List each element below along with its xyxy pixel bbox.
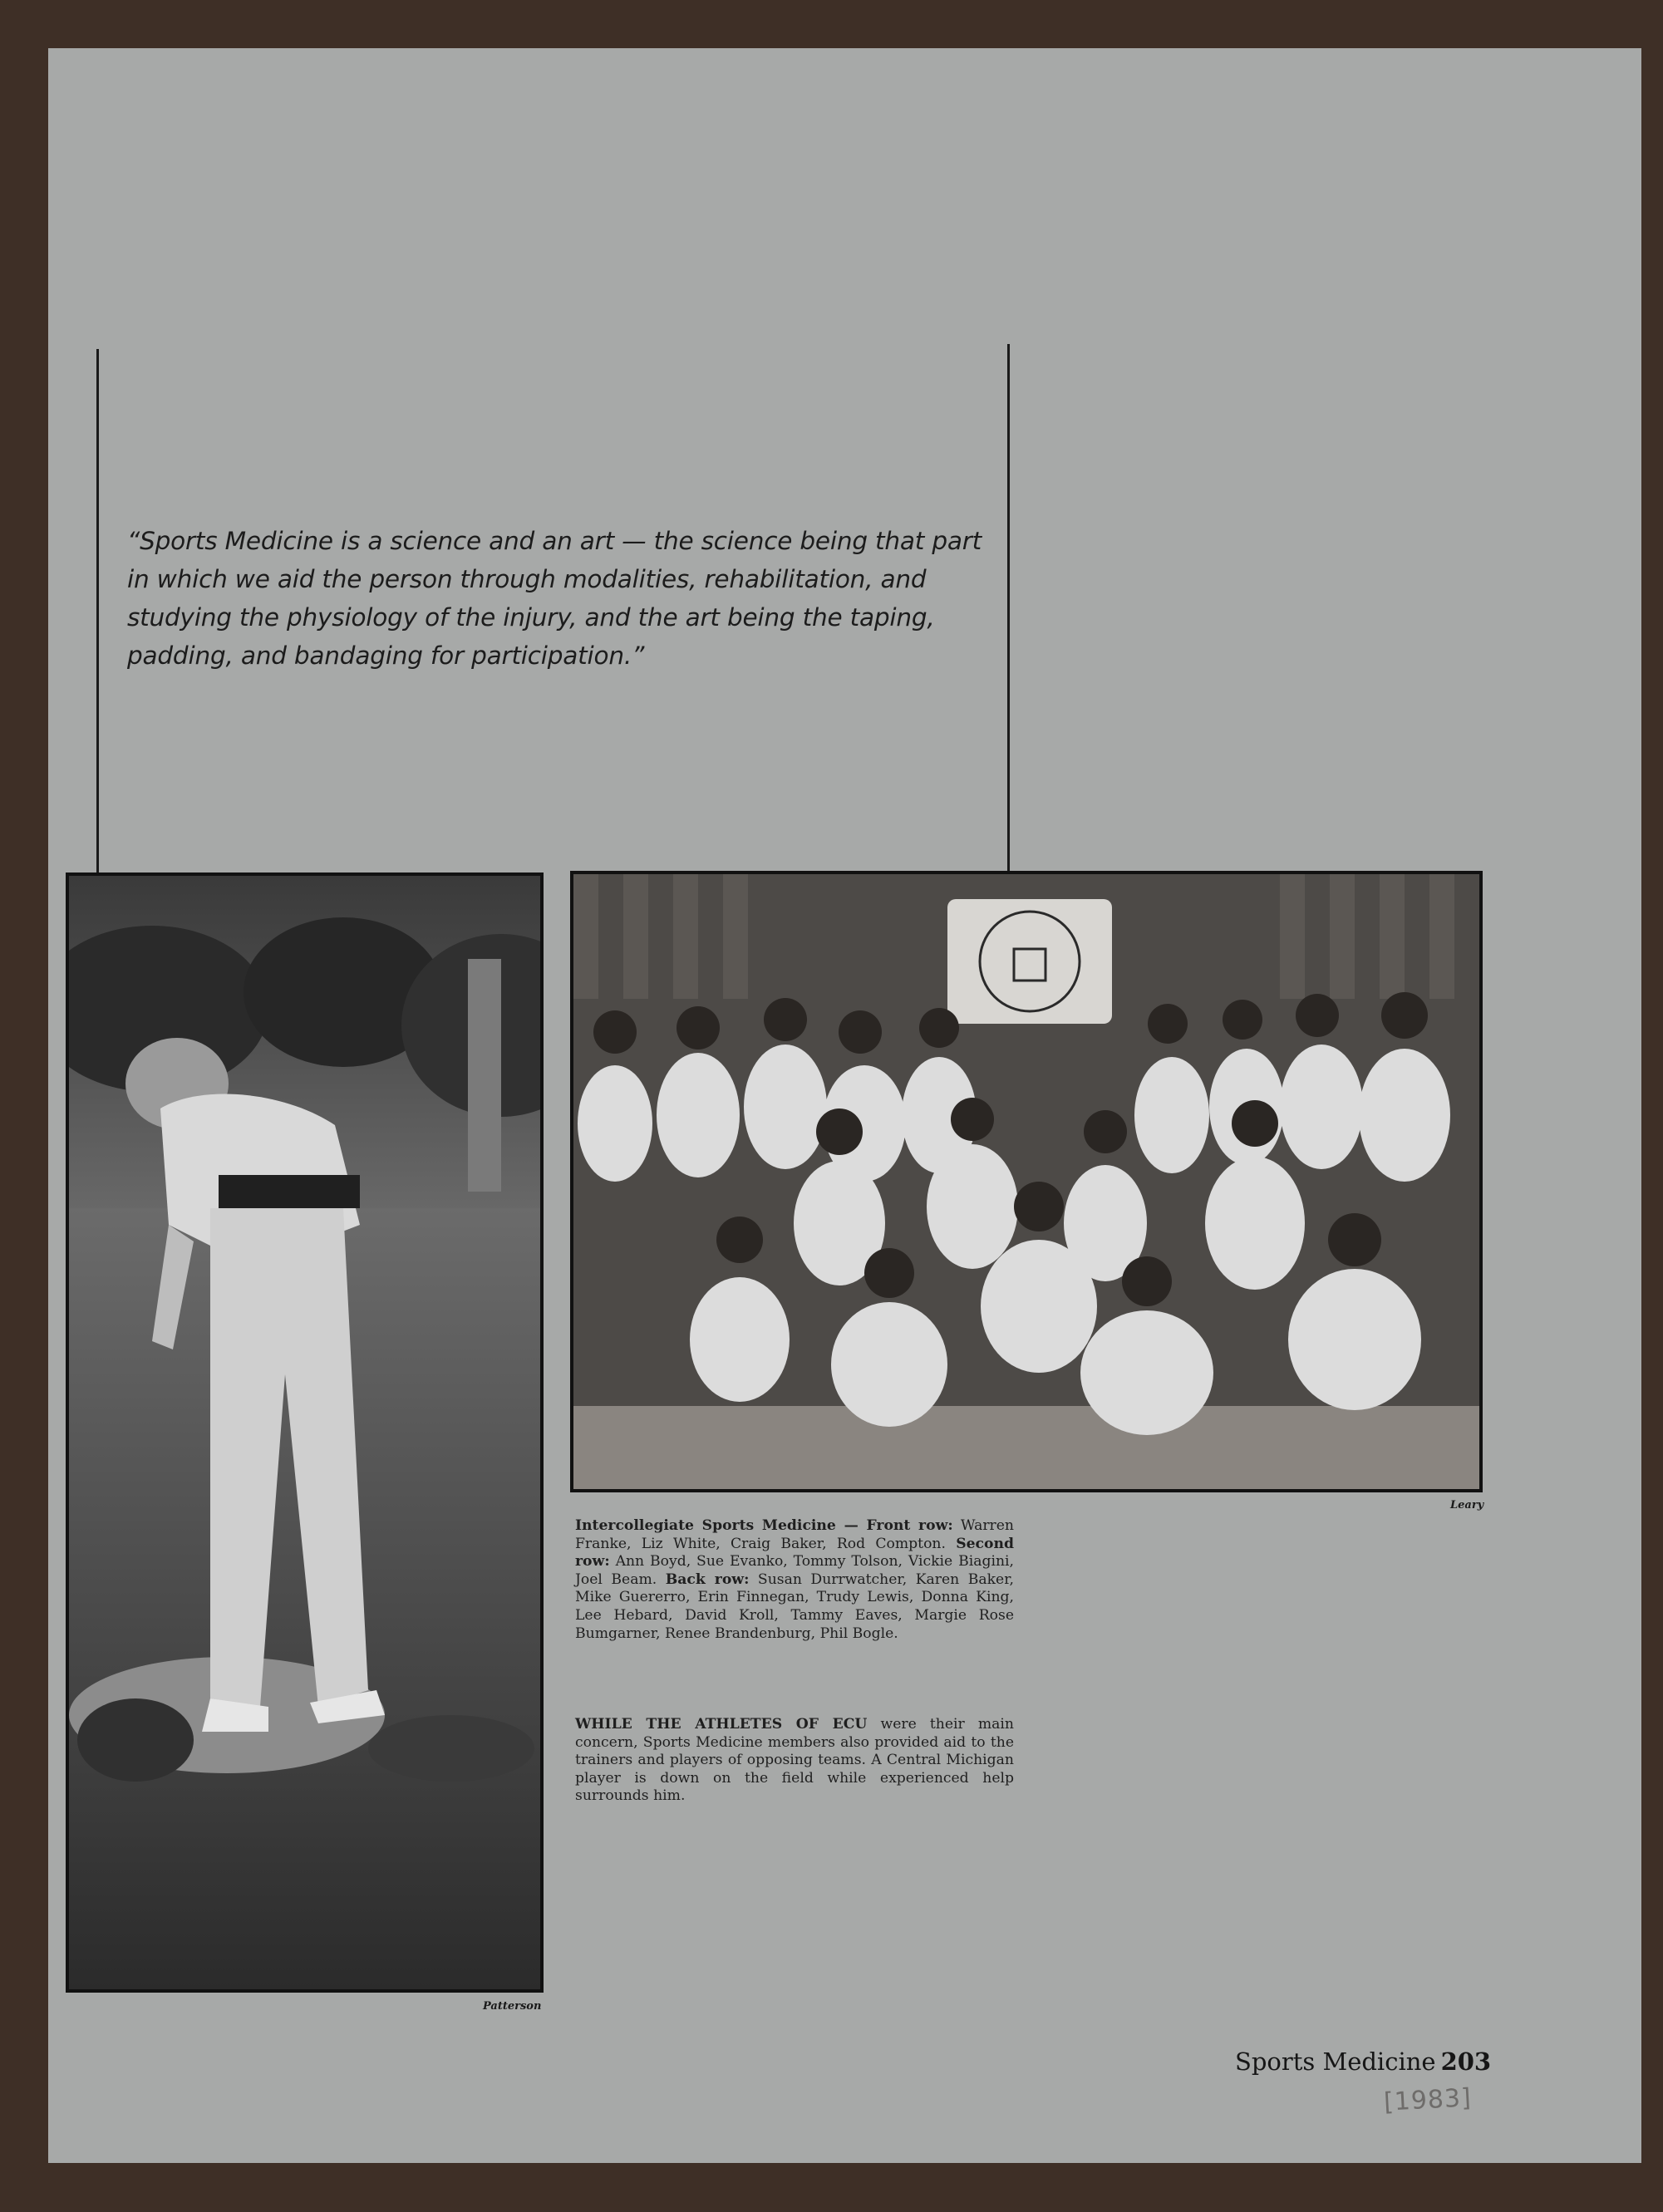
page-number: 203	[1440, 2047, 1492, 2076]
section-name: Sports Medicine	[1235, 2047, 1436, 2076]
sports-medicine-group-image	[573, 874, 1479, 1489]
caption-second-names: Ann Boyd, Sue Evanko, Tommy Tolson, Vickie Biagini, Joel Beam.	[575, 1553, 1014, 1588]
handwritten-year: [1983]	[1383, 2083, 1473, 2117]
caption-front-label: Front row:	[866, 1517, 953, 1534]
field-photo-credit: Patterson	[483, 2000, 542, 2013]
group-photo-credit: Leary	[1450, 1499, 1484, 1512]
caption-body: were their main concern, Sports Medicine members also provided aid to the trainers and players of opposing teams. A Central Michigan player is down on the field while experienced help surrounds him.	[575, 1716, 1014, 1805]
page-footer	[1235, 2047, 1491, 2076]
caption-lead: WHILE THE ATHLETES OF ECU	[575, 1716, 868, 1733]
caption-back-label: Back row:	[665, 1571, 750, 1588]
pull-quote: “Sports Medicine is a science and an art — the science being that part in which we aid the person through modalities, rehabilitation, and studying the physiology of the injury, and the art being the taping, padding, and bandaging for participation.”	[127, 527, 982, 670]
trainer-on-field-image	[69, 876, 540, 1989]
group-photo-caption	[575, 1517, 1014, 1643]
field-photo	[66, 873, 544, 1993]
caption-title: Intercollegiate Sports Medicine —	[575, 1517, 867, 1534]
field-photo-caption	[575, 1716, 1014, 1806]
caption-front-names: Warren Franke, Liz White, Craig Baker, Rod Compton.	[575, 1517, 1014, 1552]
group-photo	[570, 871, 1483, 1492]
quote-right-rule	[1007, 344, 1010, 892]
caption-second-label: Second row:	[575, 1535, 1014, 1571]
caption-back-names: Susan Durrwatcher, Karen Baker, Mike Guererro, Erin Finnegan, Trudy Lewis, Donna King, Lee Hebard, David Kroll, Tammy Eaves, Margie Rose Bumgarner, Renee Brandenburg, Phil Bogle.	[575, 1571, 1014, 1642]
quote-left-rule	[96, 349, 99, 896]
